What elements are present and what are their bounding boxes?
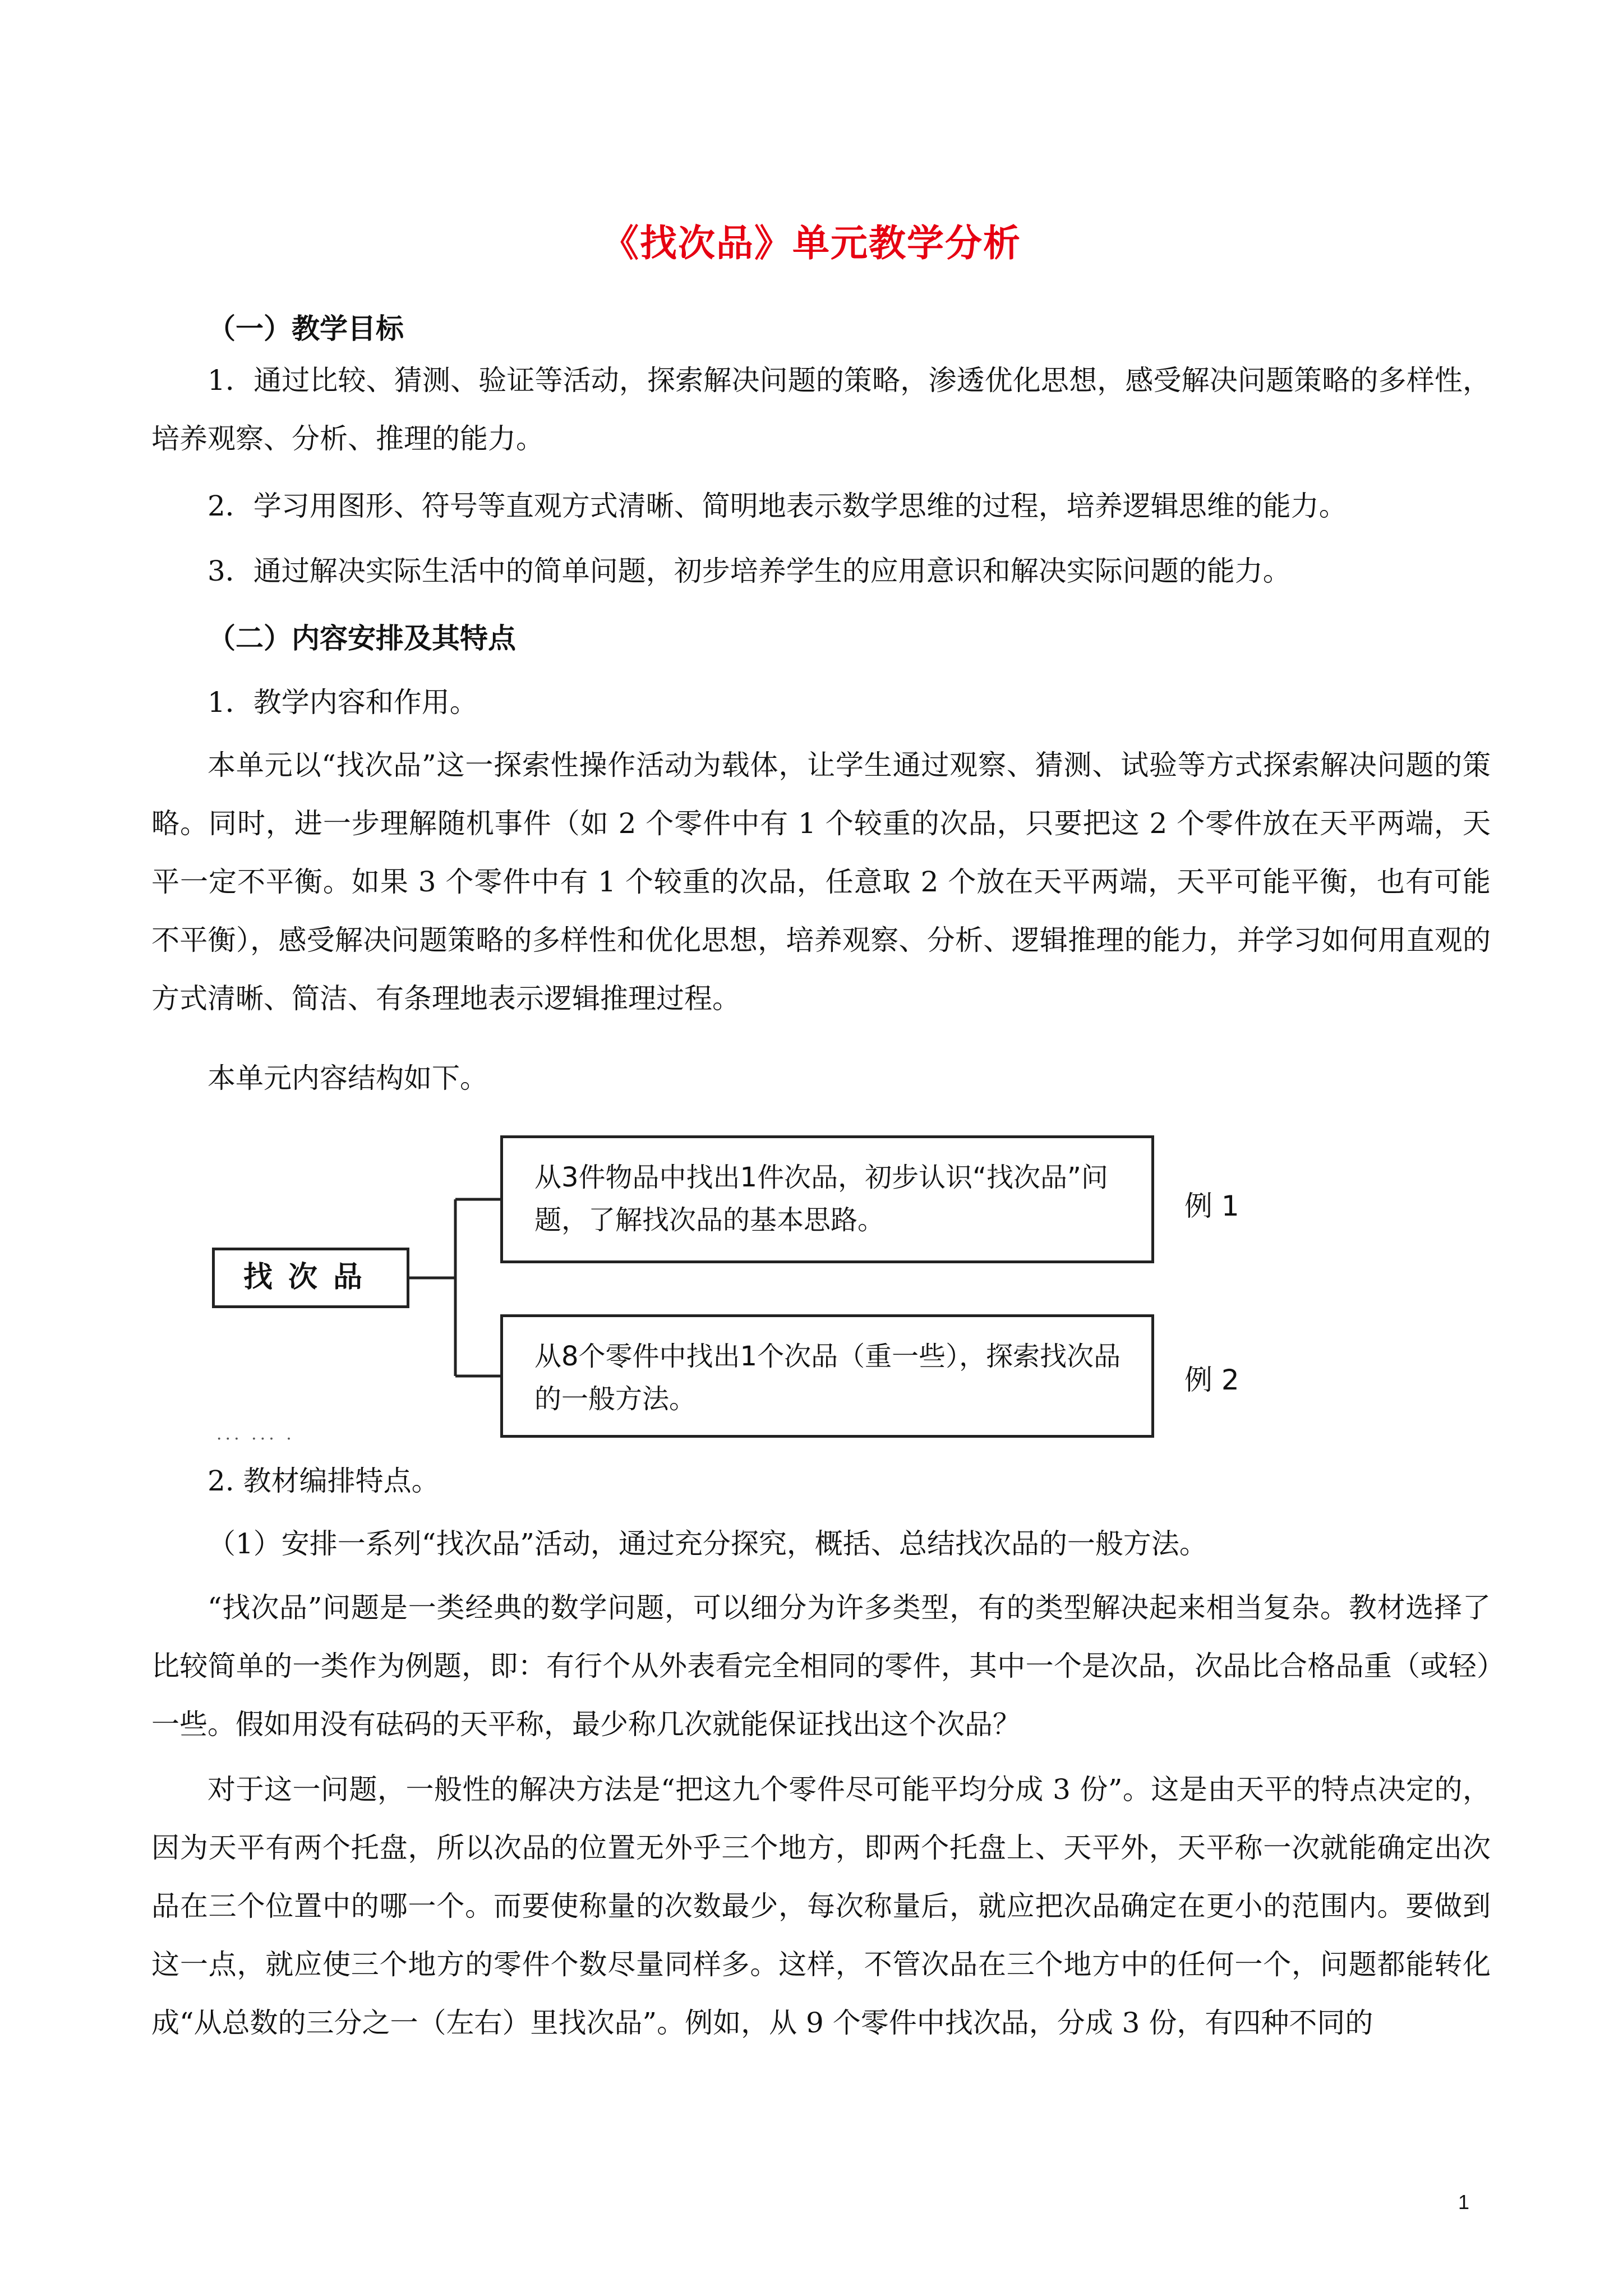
- goal-item-3: 3．通过解决实际生活中的简单问题，初步培养学生的应用意识和解决实际问题的能力。: [208, 555, 1291, 587]
- document-title: 《找次品》单元教学分析: [602, 221, 1021, 265]
- subheading-textbook-features: 2. 教材编排特点。: [208, 1465, 440, 1497]
- goal-item-1: 1．通过比较、猜测、验证等活动，探索解决问题的策略，渗透优化思想，感受解决问题策略的多样性，培养观察、分析、推理的能力。: [151, 364, 1491, 455]
- paragraph-general-method: 对于这一问题，一般性的解决方法是“把这九个零件尽可能平均分成 3 份”。这是由天平的特点决定的，因为天平有两个托盘，所以次品的位置无外乎三个地方，即两个托盘上、天平外，天平称一次就能确定出次品在三个位置中的哪一个。而要使称量的次数最少，每次称量后，就应把次品确定在更小的范围内。要做到这一点，就应使三个地方的零件个数尽量同样多。这样，不管次品在三个地方中的任何一个，问题都能转化成“从总数的三分之一（左右）里找次品”。例如，从 9 个零件中找次品，分成 3 份，有四种不同的: [151, 1773, 1491, 2039]
- diagram-child-box-1: 从3件物品中找出1件次品，初步认识“找次品”问题，了解找次品的基本思路。: [500, 1135, 1154, 1263]
- section-heading-content: （二）内容安排及其特点: [208, 622, 516, 655]
- page-number: 1: [1458, 2191, 1470, 2214]
- scan-artifact-marks: ··· ··· ·: [216, 1429, 295, 1449]
- diagram-root-box: 找次品: [212, 1248, 409, 1308]
- paragraph-unit-intro: 本单元以“找次品”这一探索性操作活动为载体，让学生通过观察、猜测、试验等方式探索解决问题的策略。同时，进一步理解随机事件（如 2 个零件中有 1 个较重的次品，只要把这 2 个零件放在天平两端，天平一定不平衡。如果 3 个零件中有 1 个较重的次品，任意取 2 个放在天平两端，天平可能平衡，也有可能不平衡），感受解决问题策略的多样性和优化思想，培养观察、分析、逻辑推理的能力，并学习如何用直观的方式清晰、简洁、有条理地表示逻辑推理过程。: [151, 749, 1491, 1015]
- example-label-1: 例 1: [1184, 1190, 1239, 1222]
- paragraph-structure-intro: 本单元内容结构如下。: [208, 1062, 488, 1094]
- goal-item-2: 2．学习用图形、符号等直观方式清晰、简明地表示数学思维的过程，培养逻辑思维的能力。: [208, 490, 1347, 522]
- diagram-child-box-2: 从8个零件中找出1个次品（重一些），探索找次品的一般方法。: [500, 1314, 1154, 1438]
- subheading-content-role: 1．教学内容和作用。: [208, 686, 478, 719]
- example-label-2: 例 2: [1184, 1364, 1239, 1396]
- section-heading-goals: （一）教学目标: [208, 312, 404, 345]
- paragraph-classic-problem: “找次品”问题是一类经典的数学问题，可以细分为许多类型，有的类型解决起来相当复杂。教材选择了比较简单的一类作为例题，即：有行个从外表看完全相同的零件，其中一个是次品，次品比合格品重（或轻）一些。假如用没有砝码的天平称，最少称几次就能保证找出这个次品？: [151, 1591, 1491, 1741]
- paragraph-activity-series: （1）安排一系列“找次品”活动，通过充分探究，概括、总结找次品的一般方法。: [208, 1527, 1207, 1560]
